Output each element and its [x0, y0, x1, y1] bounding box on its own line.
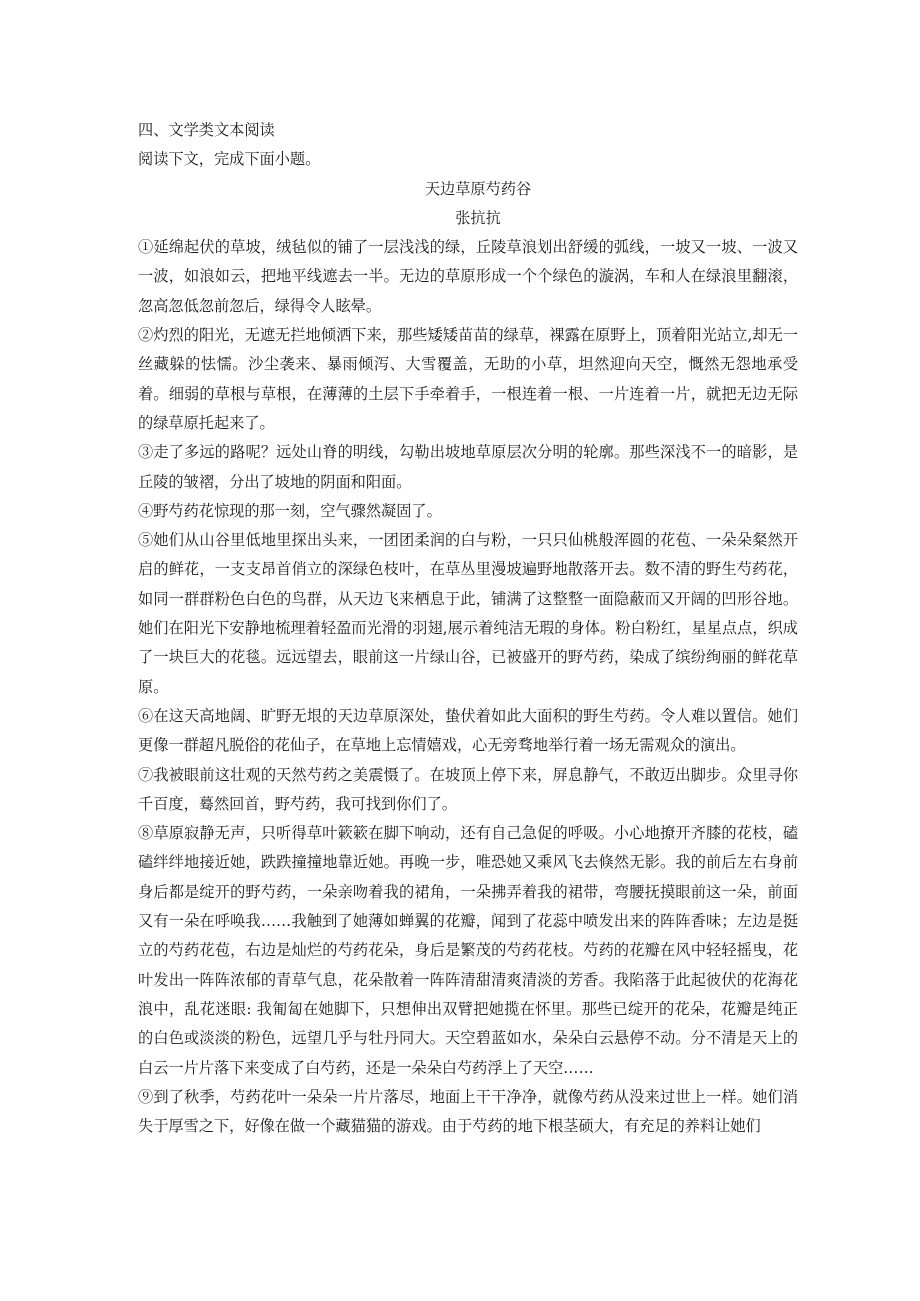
paragraph-7: ⑦我被眼前这壮观的天然芍药之美震慑了。在坡顶上停下来，屏息静气，不敢迈出脚步。众里寻你千百度，蓦然回首，野芍药，我可找到你们了。: [138, 765, 798, 813]
instruction-text: 阅读下文，完成下面小题。: [138, 150, 321, 169]
paragraph-1: ①延绵起伏的草坡，绒毡似的铺了一层浅浅的绿，丘陵草浪划出舒缓的弧线，一坡又一坡、一波又一波，如浪如云，把地平线遮去一半。无边的草原形成一个个绿色的漩涡，车和人在绿浪里翻滚，忽高忽低忽前忽后，绿得令人眩晕。: [138, 238, 798, 315]
section-heading: 四、文学类文本阅读: [138, 121, 275, 139]
paragraph-4: ④野芍药花惊现的那一刻，空气骤然凝固了。: [138, 501, 442, 520]
paragraph-8: ⑧草原寂静无声，只听得草叶簌簌在脚下响动，还有自己急促的呼吸。小心地撩开齐膝的花枝，磕磕绊绊地接近她，跌跌撞撞地靠近她。再晚一步，唯恐她又乘风飞去倏然无影。我的前后左右身前身后都是绽开的野芍药，一朵亲吻着我的裙角，一朵拂弄着我的裙带，弯腰抚摸眼前这一朵，前面又有一朵在呼唤我……我触到了她薄如蝉翼的花瓣，闻到了花蕊中喷发出来的阵阵香味；左边是挺立的芍药花苞，右边是灿烂的芍药花朵，身后是繁茂的芍药花枝。芍药的花瓣在风中轻轻摇曳，花叶发出一阵阵浓郁的青草气息，花朵散着一阵阵清甜清爽清淡的芳香。我陷落于此起彼伏的花海花浪中，乱花迷眼: 我匍匐在她脚下，只想伸出双臂把她揽在怀里。那些已绽开的花朵，花瓣是纯正的白色或淡淡的粉色，远望几乎与牡丹同大。天空碧蓝如水，朵朵白云悬停不动。分不清是天上的白云一片片落下来变成了白芍药，还是一朵朵白芍药浮上了天空……: [138, 824, 798, 1077]
article-title: 天边草原芍药谷: [424, 179, 532, 198]
paragraph-9: ⑨到了秋季，芍药花叶一朵朵一片片落尽，地面上干干净净，就像芍药从没来过世上一样。她们消失于厚雪之下，好像在做一个藏猫猫的游戏。由于芍药的地下根茎硕大，有充足的养料让她们: [138, 1087, 798, 1136]
document-page: [138, 116, 798, 1141]
paragraph-5: ⑤她们从山谷里低地里探出头来，一团团柔润的白与粉，一只只仙桃般浑圆的花苞、一朵朵粲然开启的鲜花，一支支昂首俏立的深绿色枝叶，在草丛里漫坡遍野地散落开去。数不清的野生芍药花，如同一群群粉色白色的鸟群，从天边飞来栖息于此，铺满了这整整一面隐蔽而又开阔的凹形谷地。她们在阳光下安静地梳理着轻盈而光滑的羽翅,展示着纯洁无瑕的身体。粉白粉红，星星点点，织成了一块巨大的花毯。远远望去，眼前这一片绿山谷，已被盛开的野芍药，染成了缤纷绚丽的鲜花草原。: [138, 531, 798, 696]
article-author: 张抗抗: [455, 208, 501, 227]
paragraph-2: ②灼烈的阳光，无遮无拦地倾洒下来，那些矮矮苗苗的绿草，裸露在原野上，顶着阳光站立,却无一丝藏躲的怯懦。沙尘袭来、暴雨倾泻、大雪覆盖，无助的小草，坦然迎向天空，慨然无怨地承受着。细弱的草根与草根，在薄薄的土层下手牵着手，一根连着一根、一片连着一片，就把无边无际的绿草原托起来了。: [138, 326, 798, 432]
paragraph-6: ⑥在这天高地阔、旷野无垠的天边草原深处，蛰伏着如此大面积的野生芍药。令人难以置信。她们更像一群超凡脱俗的花仙子，在草地上忘情嬉戏，心无旁骛地举行着一场无需观众的演出。: [138, 706, 798, 755]
paragraph-3: ③走了多远的路呢？远处山脊的明线，勾勒出坡地草原层次分明的轮廓。那些深浅不一的暗影，是丘陵的皱褶，分出了坡地的阴面和阳面。: [138, 443, 798, 491]
